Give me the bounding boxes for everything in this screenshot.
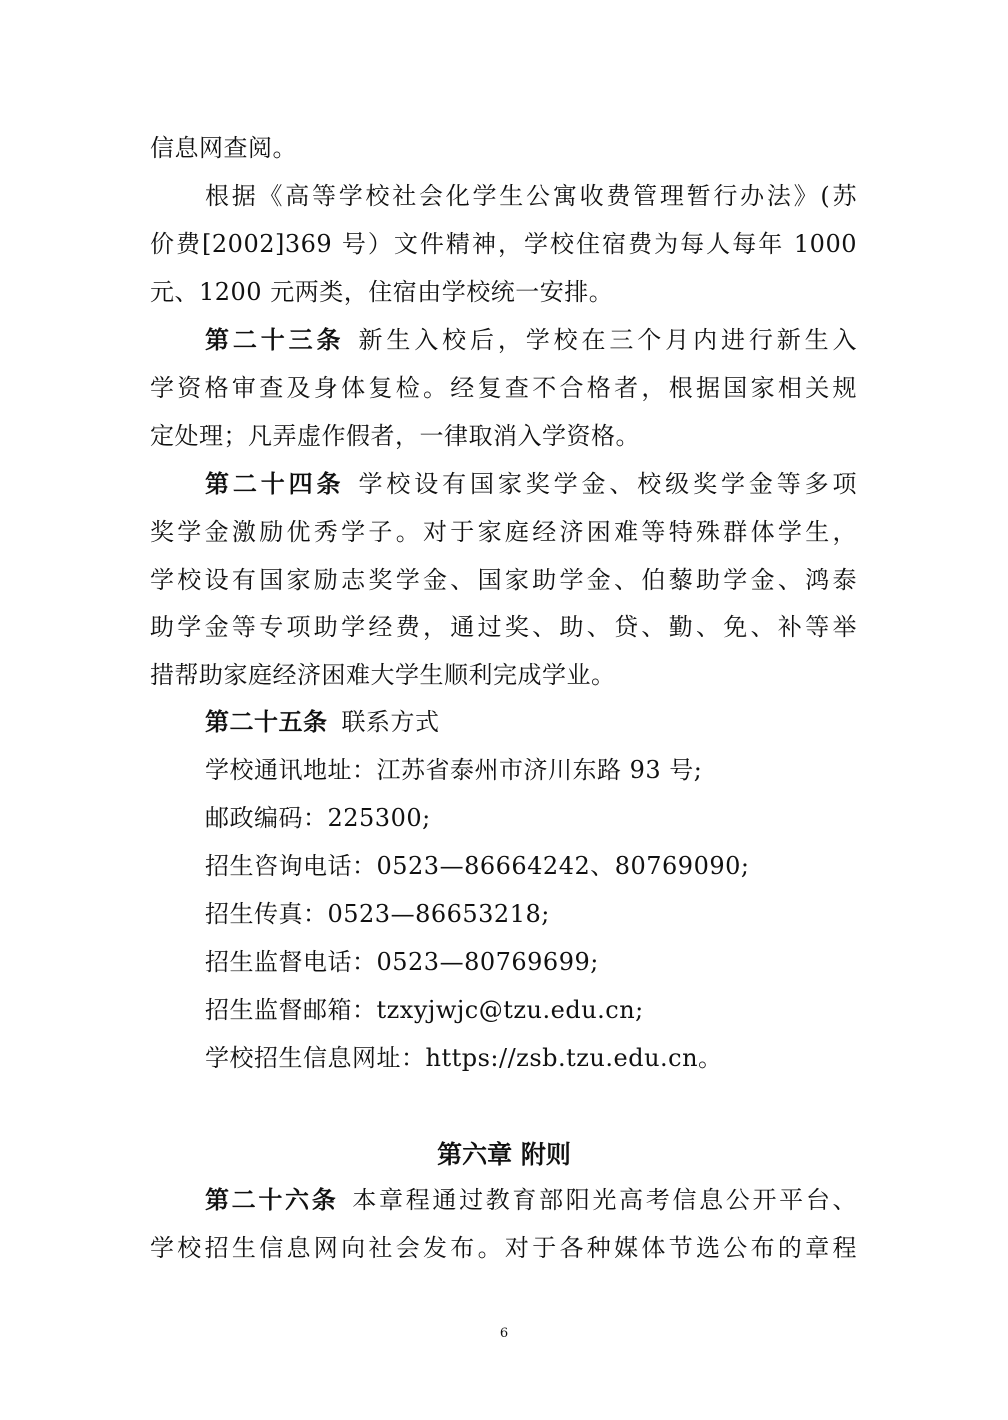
text-line: 信息网查阅。 <box>150 134 297 162</box>
chapter-title: 第六章 附则 <box>437 1140 571 1169</box>
text-line: 根据《高等学校社会化学生公寓收费管理暂行办法》(苏 <box>205 182 857 210</box>
contact-fax: 招生传真：0523—86653218; <box>205 900 550 928</box>
article-heading: 第二十三条 <box>205 326 345 354</box>
contact-phone: 招生咨询电话：0523—86664242、80769090; <box>205 852 750 880</box>
article-24-line <box>205 467 857 501</box>
text-line: 价费[2002]369 号）文件精神，学校住宿费为每人每年 1000 <box>150 230 857 258</box>
contact-supervision-email: 招生监督邮箱：tzxyjwjc@tzu.edu.cn; <box>205 996 644 1024</box>
text: 本章程通过教育部阳光高考信息公开平台、 <box>352 1186 858 1214</box>
article-heading: 第二十五条 <box>205 708 328 736</box>
text: 新生入校后，学校在三个月内进行新生入 <box>358 326 858 354</box>
text-line: 元、1200 元两类，住宿由学校统一安排。 <box>150 278 614 306</box>
text-line: 定处理；凡弄虚作假者，一律取消入学资格。 <box>150 422 640 450</box>
contact-address: 学校通讯地址：江苏省泰州市济川东路 93 号; <box>205 756 703 784</box>
text: 联系方式 <box>341 708 440 736</box>
page-number: 6 <box>499 1326 509 1341</box>
text-line: 学校设有国家励志奖学金、国家助学金、伯藜助学金、鸿泰 <box>150 566 857 594</box>
contact-supervision-phone: 招生监督电话：0523—80769699; <box>205 948 599 976</box>
article-heading: 第二十六条 <box>205 1186 339 1214</box>
text-line: 学资格审查及身体复检。经复查不合格者，根据国家相关规 <box>150 374 857 402</box>
text-line: 奖学金激励优秀学子。对于家庭经济困难等特殊群体学生， <box>150 518 857 546</box>
article-26-line <box>205 1183 857 1217</box>
text-line: 措帮助家庭经济困难大学生顺利完成学业。 <box>150 661 616 689</box>
contact-website: 学校招生信息网址：https://zsb.tzu.edu.cn。 <box>205 1044 723 1072</box>
article-25-line <box>205 705 857 739</box>
article-23-line <box>205 323 857 357</box>
text-line: 学校招生信息网向社会发布。对于各种媒体节选公布的章程 <box>150 1234 857 1262</box>
contact-postcode: 邮政编码：225300; <box>205 804 431 832</box>
text: 学校设有国家奖学金、校级奖学金等多项 <box>358 470 858 498</box>
article-heading: 第二十四条 <box>205 470 345 498</box>
text-line: 助学金等专项助学经费，通过奖、助、贷、勤、免、补等举 <box>150 613 857 641</box>
